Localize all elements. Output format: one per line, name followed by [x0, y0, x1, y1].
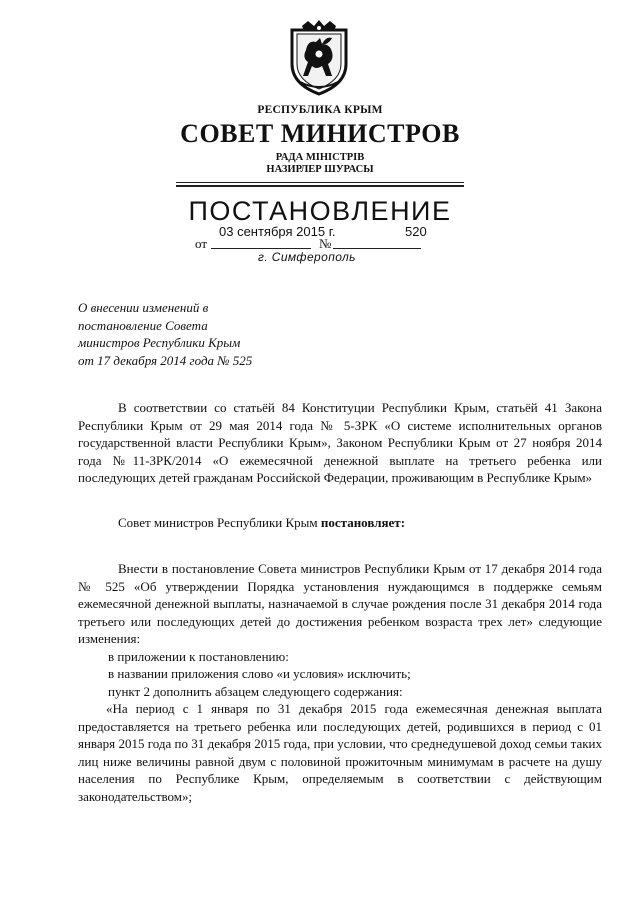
subject-line: О внесении изменений в [78, 300, 209, 315]
crimea-coat-of-arms-icon [286, 20, 352, 96]
header-council-uk: РАДА МІНІСТРІВ [275, 152, 365, 163]
number-prefix: № [319, 236, 332, 251]
subject-line: министров Республики Крым [78, 335, 241, 350]
document-number: 520 [405, 224, 427, 239]
decree-prefix: Совет министров Республики Крым [118, 515, 321, 530]
header-divider [176, 182, 464, 183]
header-republic: РЕСПУБЛИКА КРЫМ [257, 104, 383, 116]
header-divider-thick [176, 185, 464, 187]
document-date: 03 сентября 2015 г. [219, 224, 336, 239]
number-underline [333, 248, 421, 249]
document-type-title: ПОСТАНОВЛЕНИЕ [188, 196, 452, 226]
header-council-crh: НАЗИРЛЕР ШУРАСЫ [266, 164, 374, 175]
decree-block [78, 514, 602, 532]
preamble-paragraph: В соответствии со статьёй 84 Конституции Республики Крым, статьёй 41 Закона Республики Крым от 29 мая 2014 года № 5-ЗРК «О системе исполнительных органов государственной власти Республики Крым», Законом Республики Крым от 27 ноября 2014 года №11-ЗРК/2014 «О ежемесячной денежной выплате на третьего ребенка или последующих детей гражданам Российской Федерации, проживающим в Республике Крым» [78, 400, 602, 485]
date-underline [211, 248, 311, 249]
amendment-quote: «На период с 1 января по 31 декабря 2015 года ежемесячная денежная выплата предоставляется на третьего ребенка или последующих детей, родившихся в период с 01 января 2015 года по 31 декабря 2015 года, при условии, что среднедушевой доход семьи таких лиц ниже величины равной двум с половиной прожиточным минимумам в расчете на душу населения по Республике Крым, определяемым в соответствии с действующим законодательством»; [78, 701, 602, 804]
header-council: СОВЕТ МИНИСТРОВ [180, 119, 460, 148]
document-subject [78, 299, 252, 369]
document-city: г. Симферополь [258, 250, 356, 264]
amendment-item: в приложении к постановлению: [108, 648, 289, 664]
subject-line: от 17 декабря 2014 года № 525 [78, 352, 253, 368]
amendment-item: пункт 2 дополнить абзацем следующего содержания: [108, 683, 403, 699]
amendment-item: в названии приложения слово «и условия» исключить; [108, 666, 411, 681]
preamble-block [78, 399, 602, 487]
amendment-paragraph: Внести в постановление Совета министров Республики Крым от 17 декабря 2014 года № 525 «Об утверждении Порядка установления нуждающимся в поддержке семьям ежемесячной денежной выплаты, назначаемой в случае рождения после 31 декабря 2014 года третьего или последующих детей до достижения ребенком возраста трех лет» следующие изменения: [78, 561, 602, 646]
amendment-block [78, 560, 602, 805]
date-prefix: от [195, 236, 208, 251]
decree-line [78, 514, 602, 532]
decree-verb: постановляет: [320, 515, 406, 530]
subject-line: постановление Совета [78, 317, 208, 333]
